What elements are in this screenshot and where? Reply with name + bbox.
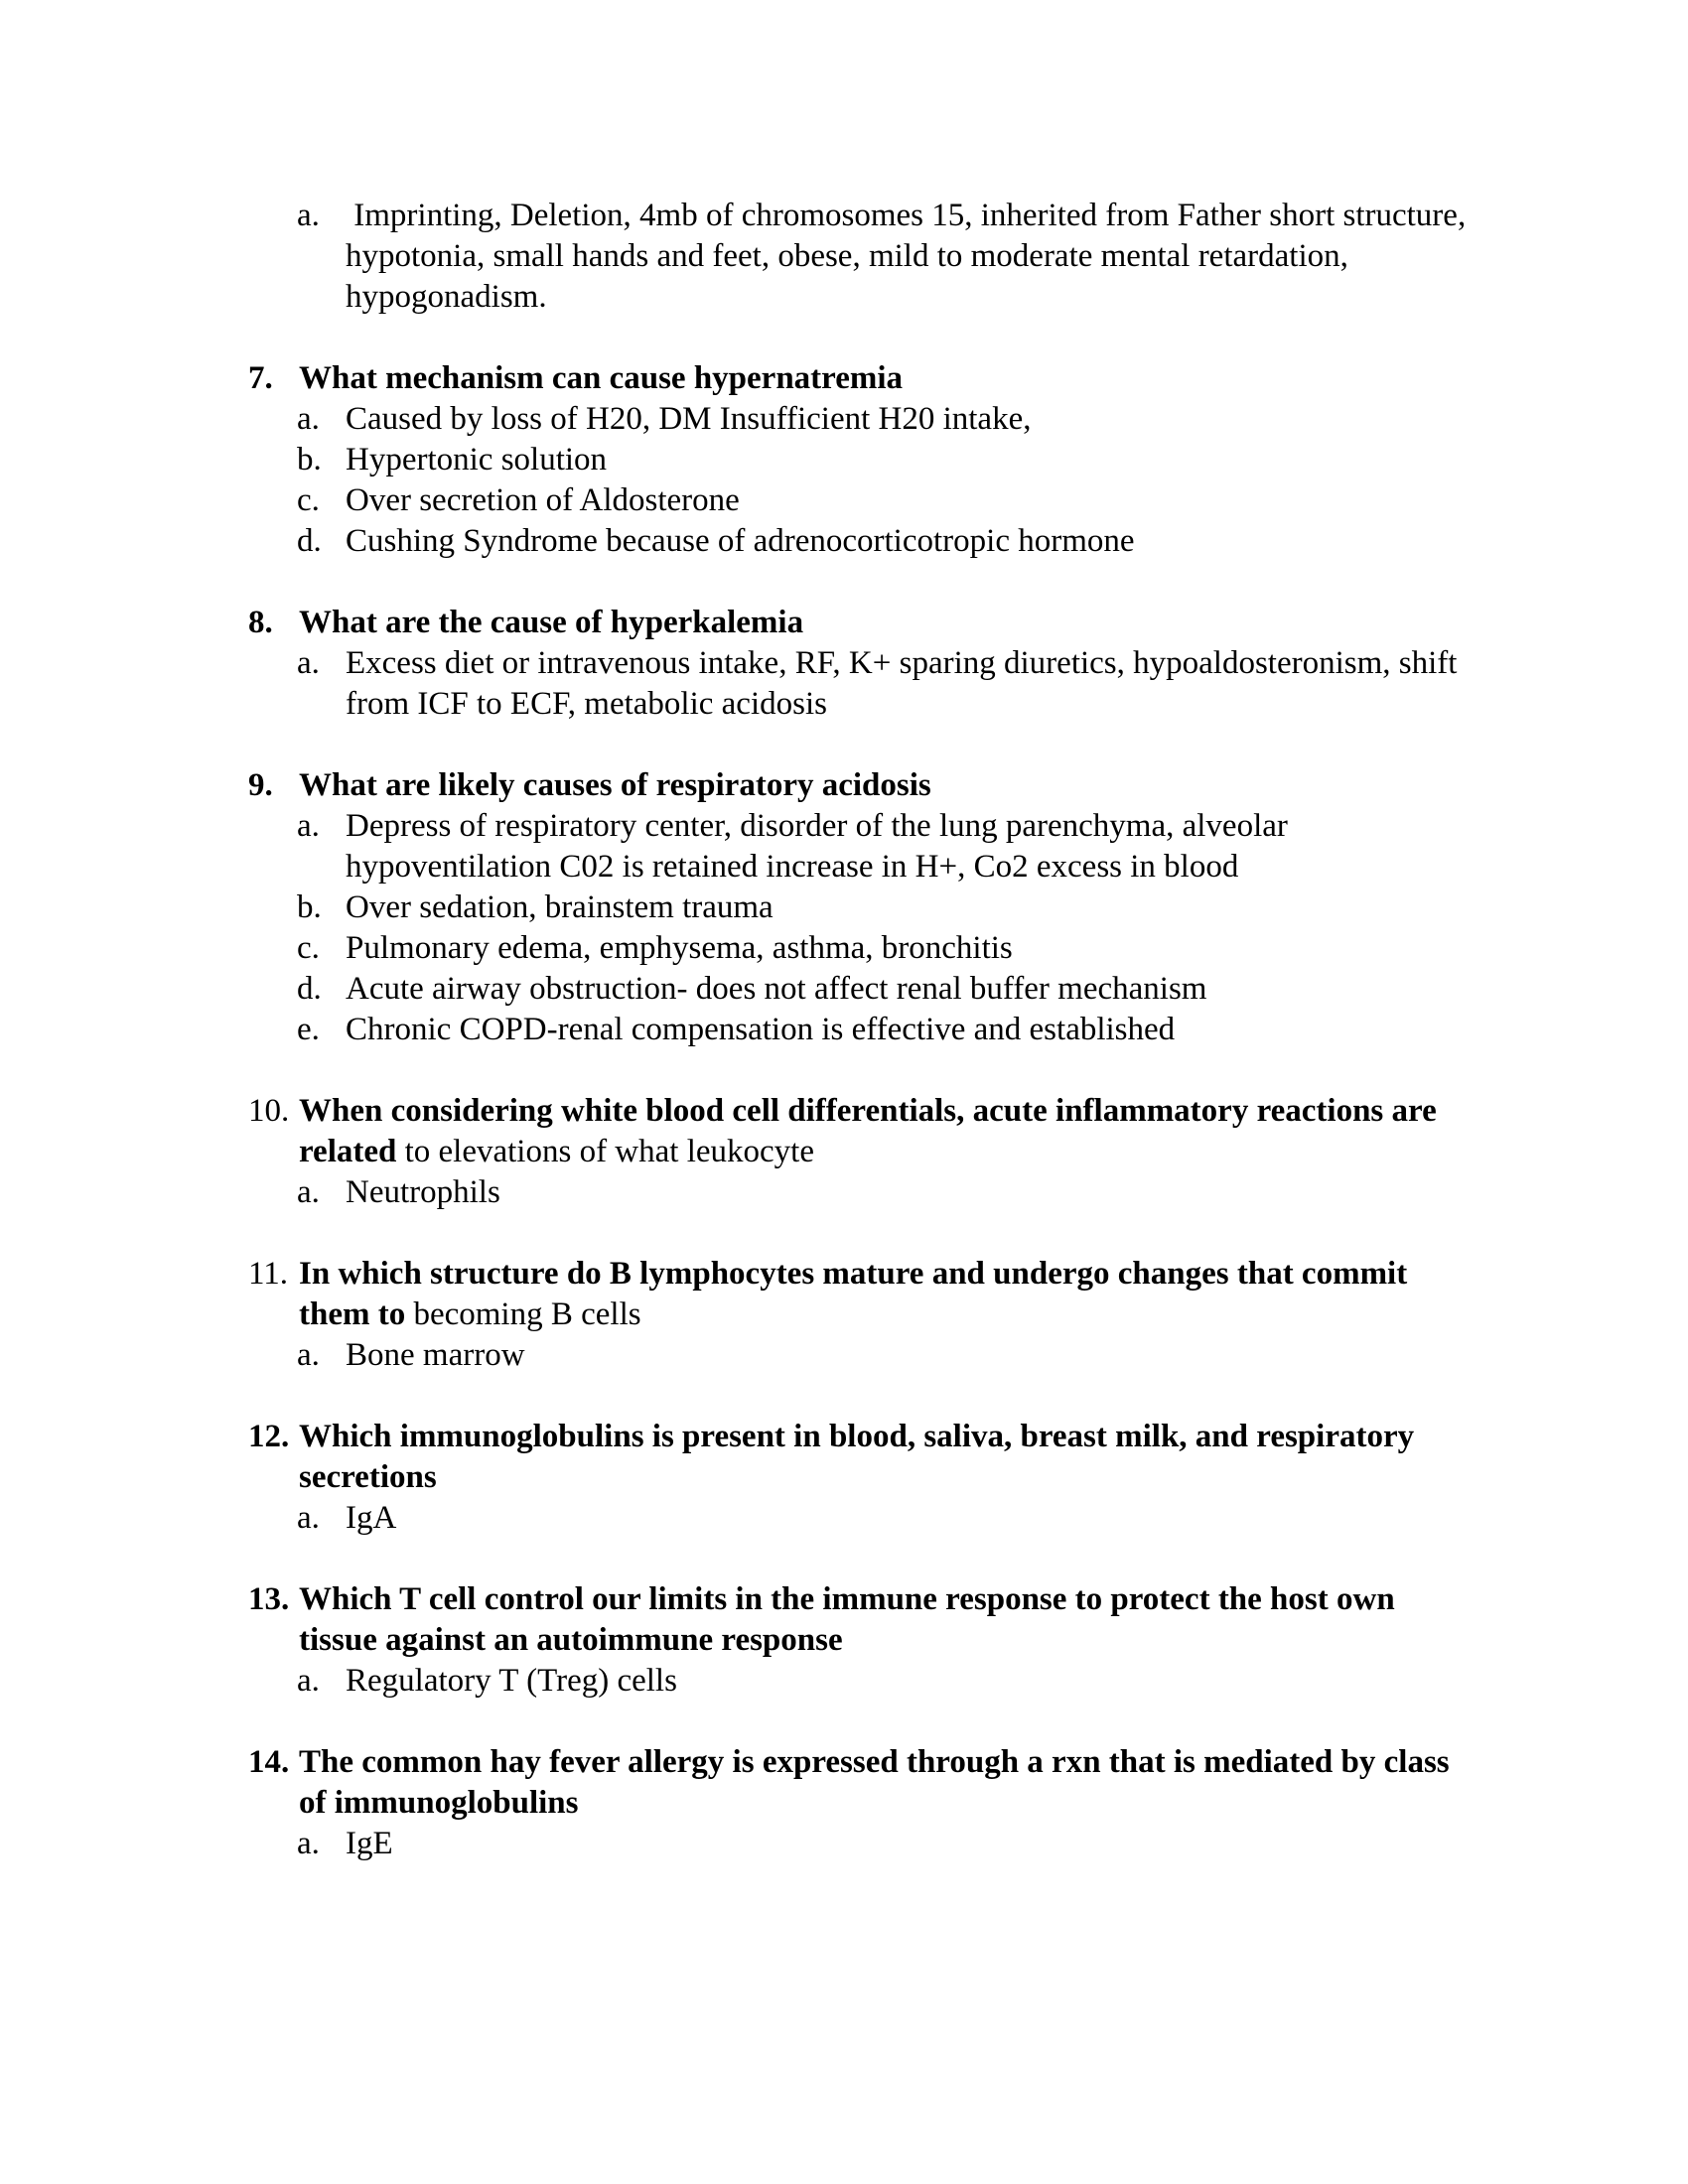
answer-text: Cushing Syndrome because of adrenocorticotropic hormone — [346, 523, 1135, 559]
question-text: tissue against an autoimmune response — [299, 1622, 843, 1658]
question-number: 11. — [248, 1256, 289, 1292]
answer-text: Bone marrow — [346, 1337, 525, 1373]
answer-text: Depress of respiratory center, disorder of the lung parenchyma, alveolar — [346, 808, 1288, 844]
document-page — [0, 196, 1688, 1864]
answer-line — [0, 806, 1688, 847]
answer-marker: d. — [297, 523, 322, 559]
answer-text: Over sedation, brainstem trauma — [346, 889, 774, 925]
answer-text: hypogonadism. — [346, 279, 547, 315]
question-11 — [0, 1254, 1688, 1295]
spacer — [0, 1539, 1688, 1579]
answer-marker: c. — [297, 482, 320, 518]
answer-line — [0, 887, 1688, 928]
question-text: What are likely causes of respiratory acidosis — [299, 767, 931, 803]
answer-line — [0, 196, 1688, 236]
spacer — [0, 725, 1688, 765]
spacer — [0, 1376, 1688, 1417]
question-10 — [0, 1091, 1688, 1132]
answer-line — [0, 399, 1688, 440]
answer-line — [0, 440, 1688, 480]
question-13-cont — [0, 1620, 1688, 1661]
answer-marker: b. — [297, 889, 322, 925]
answer-marker: a. — [297, 1500, 320, 1536]
question-number: 7. — [248, 360, 273, 396]
spacer — [0, 1213, 1688, 1254]
question-text: The common hay fever allergy is expressed through a rxn that is mediated by class — [299, 1744, 1450, 1780]
question-14 — [0, 1742, 1688, 1783]
answer-line — [0, 1172, 1688, 1213]
spacer — [0, 1702, 1688, 1742]
answer-marker: e. — [297, 1012, 320, 1047]
question-number: 12. — [248, 1419, 290, 1454]
answer-text: Imprinting, Deletion, 4mb of chromosomes 15, inherited from Father short structure, — [346, 198, 1467, 233]
answer-text: Over secretion of Aldosterone — [346, 482, 740, 518]
question-number: 10. — [248, 1093, 290, 1129]
answer-text: IgE — [346, 1826, 393, 1861]
answer-text: hypoventilation C02 is retained increase in H+, Co2 excess in blood — [346, 849, 1239, 885]
question-number: 13. — [248, 1581, 290, 1617]
answer-text: hypotonia, small hands and feet, obese, mild to moderate mental retardation, — [346, 238, 1348, 274]
answer-line — [0, 236, 1688, 277]
question-number: 9. — [248, 767, 273, 803]
question-7 — [0, 358, 1688, 399]
question-14-cont — [0, 1783, 1688, 1824]
answer-line — [0, 521, 1688, 562]
answer-line — [0, 277, 1688, 318]
answer-marker: a. — [297, 1337, 320, 1373]
answer-text: Regulatory T (Treg) cells — [346, 1663, 677, 1699]
question-12-cont — [0, 1457, 1688, 1498]
answer-marker: a. — [297, 1826, 320, 1861]
answer-marker: b. — [297, 442, 322, 478]
answer-text: IgA — [346, 1500, 397, 1536]
answer-text: Excess diet or intravenous intake, RF, K+ sparing diuretics, hypoaldosteronism, shift — [346, 645, 1458, 681]
answer-line — [0, 643, 1688, 684]
answer-text: from ICF to ECF, metabolic acidosis — [346, 686, 827, 722]
answer-line — [0, 847, 1688, 887]
question-text: secretions — [299, 1459, 437, 1495]
question-text: Which immunoglobulins is present in blood, saliva, breast milk, and respiratory — [299, 1419, 1415, 1454]
answer-line — [0, 684, 1688, 725]
answer-marker: a. — [297, 198, 320, 233]
answer-text: Caused by loss of H20, DM Insufficient H20 intake, — [346, 401, 1032, 437]
question-text: Which T cell control our limits in the immune response to protect the host own — [299, 1581, 1395, 1617]
answer-line — [0, 1335, 1688, 1376]
question-number: 14. — [248, 1744, 290, 1780]
answer-marker: d. — [297, 971, 322, 1007]
answer-line — [0, 1824, 1688, 1864]
answer-line — [0, 480, 1688, 521]
question-text: of immunoglobulins — [299, 1785, 579, 1821]
answer-line — [0, 969, 1688, 1010]
spacer — [0, 318, 1688, 358]
question-text: In which structure do B lymphocytes mature and undergo changes that commit — [299, 1256, 1408, 1292]
question-9 — [0, 765, 1688, 806]
answer-marker: a. — [297, 1174, 320, 1210]
question-text: What mechanism can cause hypernatremia — [299, 360, 904, 396]
spacer — [0, 562, 1688, 603]
question-10-cont — [0, 1132, 1688, 1172]
answer-text: Neutrophils — [346, 1174, 500, 1210]
answer-text: Hypertonic solution — [346, 442, 608, 478]
answer-line — [0, 1661, 1688, 1702]
question-text: related to elevations of what leukocyte — [299, 1134, 814, 1169]
question-11-cont — [0, 1295, 1688, 1335]
question-text: them to becoming B cells — [299, 1297, 641, 1332]
spacer — [0, 1050, 1688, 1091]
answer-marker: a. — [297, 645, 320, 681]
answer-marker: a. — [297, 401, 320, 437]
answer-line — [0, 928, 1688, 969]
answer-marker: a. — [297, 1663, 320, 1699]
answer-line — [0, 1010, 1688, 1050]
question-text: When considering white blood cell differentials, acute inflammatory reactions are — [299, 1093, 1437, 1129]
question-13 — [0, 1579, 1688, 1620]
answer-text: Chronic COPD-renal compensation is effective and established — [346, 1012, 1176, 1047]
answer-marker: c. — [297, 930, 320, 966]
answer-text: Acute airway obstruction- does not affect renal buffer mechanism — [346, 971, 1207, 1007]
question-number: 8. — [248, 605, 273, 640]
question-text: What are the cause of hyperkalemia — [299, 605, 804, 640]
answer-marker: a. — [297, 808, 320, 844]
question-8 — [0, 603, 1688, 643]
answer-line — [0, 1498, 1688, 1539]
answer-text: Pulmonary edema, emphysema, asthma, bronchitis — [346, 930, 1013, 966]
question-12 — [0, 1417, 1688, 1457]
